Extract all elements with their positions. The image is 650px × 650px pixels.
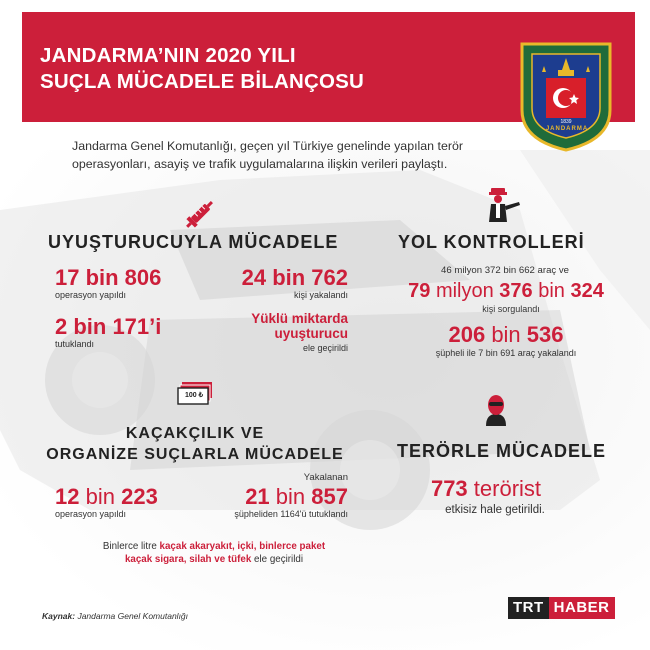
emblem-text: JANDARMA: [545, 126, 589, 132]
smuggling-heading-line2: ORGANİZE SUÇLARLA MÜCADELE: [46, 446, 344, 463]
terror-heading: TERÖRLE MÜCADELE: [397, 441, 606, 461]
note-fuel: kaçak akaryakıt, içki, binlerce paket: [159, 541, 326, 552]
title-line-1: JANDARMA’NIN 2020 YILI: [40, 44, 296, 67]
drugs-operations-label: operasyon yapıldı: [55, 290, 127, 300]
terror-word: terörist: [473, 476, 542, 501]
masked-person-icon: [478, 392, 514, 433]
money-icon: [176, 380, 216, 415]
smuggling-caught-prefix: Yakalanan: [303, 472, 348, 483]
note-tobacco: kaçak sigara, silah ve tüfek: [124, 554, 252, 565]
smuggling-notes: [54, 540, 374, 566]
road-suspects-label: şüpheli ile 7 bin 691 araç yakalandı: [435, 348, 577, 358]
drugs-operations-value: 17 bin 806: [55, 265, 162, 290]
drugs-arrested-label: tutuklandı: [55, 339, 95, 349]
road-suspects-num1: 206: [448, 322, 486, 347]
smuggling-caught-num2: 857: [311, 484, 348, 509]
background-car-illustration: [0, 150, 650, 650]
source-label: Kaynak:: [42, 611, 76, 621]
money-badge: 100 ₺: [184, 392, 204, 399]
road-people-num1: 79: [408, 280, 431, 302]
road-people-value: [396, 281, 616, 301]
terror-num: 773: [430, 476, 468, 501]
drugs-heading: UYUŞTURUCUYLA MÜCADELE: [48, 232, 339, 252]
drugs-seized-line2: uyuşturucu: [274, 326, 348, 341]
road-suspects-value: [396, 324, 616, 346]
source-line: [42, 611, 188, 621]
smuggling-ops-label: operasyon yapıldı: [55, 509, 127, 519]
syringe-icon: [184, 194, 220, 235]
intro-text: Jandarma Genel Komutanlığı, geçen yıl Türkiye genelinde yapılan terör operasyonları, asayiş ve trafik uygulamalarına ilişkin verileri paylaştı.: [72, 139, 463, 171]
drugs-detained-label: kişi yakalandı: [293, 290, 348, 300]
logo-trt: TRT: [508, 597, 549, 619]
road-people-num2: 376: [499, 280, 533, 302]
drugs-arrested-value: 2 bin 171’i: [55, 314, 162, 339]
traffic-officer-icon: [483, 186, 523, 229]
title-line-2: SUÇLA MÜCADELE BİLANÇOSU: [40, 70, 365, 93]
road-people-word2: bin: [538, 280, 565, 302]
road-people-num3: 324: [570, 280, 604, 302]
smuggling-caught-label: şüpheliden 1164'ü tutuklandı: [234, 509, 348, 519]
page-title: [40, 43, 364, 95]
drugs-detained-value: 24 bin 762: [241, 265, 348, 290]
trt-haber-logo: [508, 597, 615, 619]
smuggling-caught-word: bin: [275, 484, 306, 509]
road-people-label: kişi sorgulandı: [482, 304, 540, 314]
smuggling-ops-value: [55, 486, 158, 508]
road-people-word1: milyon: [435, 280, 494, 302]
terror-label: etkisiz hale getirildi.: [445, 504, 545, 516]
emblem-year: 1839: [560, 119, 572, 125]
smuggling-heading-line1: KAÇAKÇILIK VE: [125, 425, 265, 442]
road-suspects-word: bin: [491, 322, 521, 347]
drugs-seized-line1: Yüklü miktarda: [251, 311, 348, 326]
smuggling-heading: [40, 423, 350, 465]
logo-haber: HABER: [549, 597, 615, 619]
note-post: ele geçirildi: [254, 554, 304, 565]
smuggling-ops-num2: 223: [121, 484, 158, 509]
note-pre: Binlerce litre: [102, 541, 157, 552]
terror-value: [426, 478, 546, 500]
smuggling-ops-word: bin: [85, 484, 115, 509]
drugs-seized-label: ele geçirildi: [302, 343, 348, 353]
smuggling-ops-num1: 12: [55, 484, 80, 509]
smuggling-caught-num1: 21: [245, 484, 270, 509]
smuggling-caught-value: [245, 486, 348, 508]
background-photo: [0, 150, 650, 650]
source-text: Jandarma Genel Komutanlığı: [77, 611, 189, 621]
road-heading: YOL KONTROLLERİ: [398, 232, 585, 252]
road-vehicles-text: 46 milyon 372 bin 662 araç ve: [441, 265, 569, 276]
jandarma-emblem: [518, 40, 614, 152]
drugs-seized: [251, 311, 348, 341]
road-suspects-num2: 536: [526, 322, 564, 347]
